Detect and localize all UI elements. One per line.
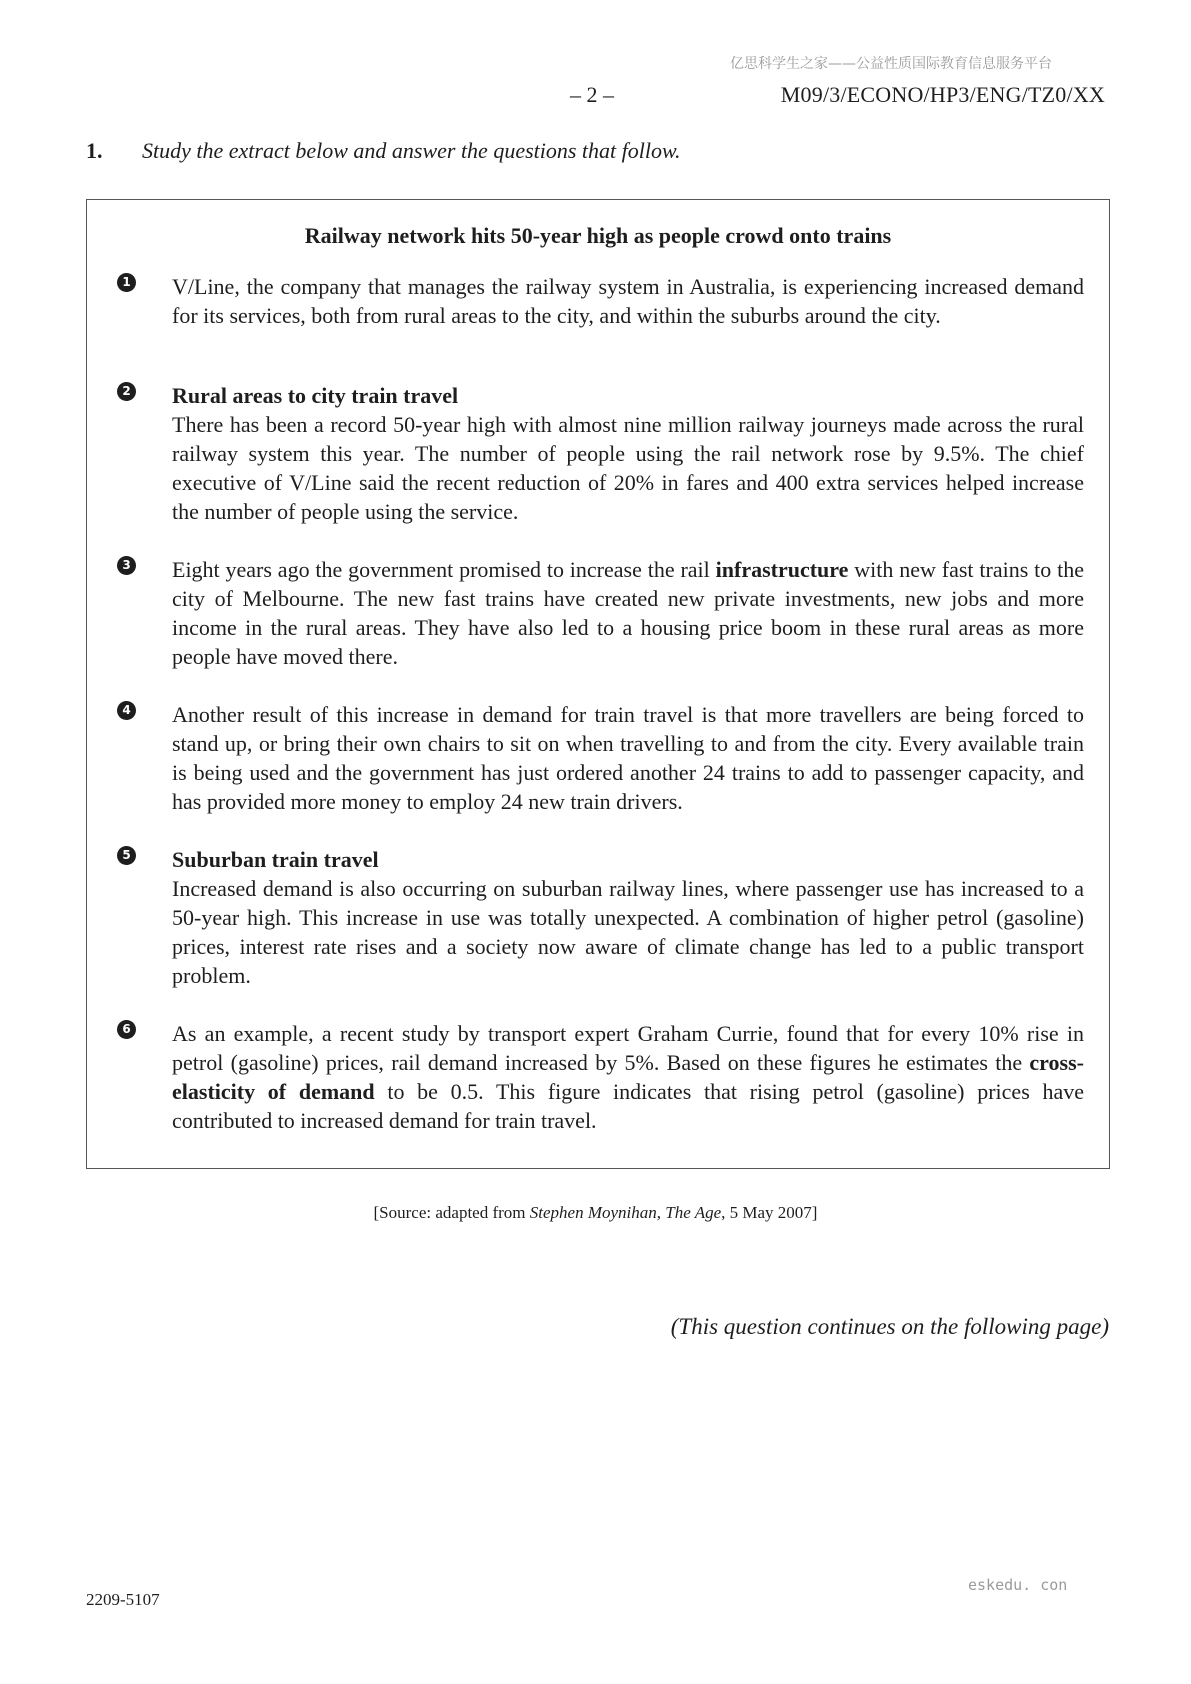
section-heading-rural: Rural areas to city train travel (172, 383, 459, 408)
paragraph-2-text: There has been a record 50-year high with almost nine million railway journeys made across the rural railway system this year. The number of people using the rail network rose by 9.5%. The chief executive of V/Line said the recent reduction of 20% in fares and 400 extra services helped increase the number of people using the service. (172, 412, 1084, 524)
footer-watermark: eskedu. con (968, 1576, 1068, 1594)
paragraph-3-body (172, 555, 1084, 671)
source-date: , 5 May 2007] (721, 1203, 818, 1222)
paragraph-marker-2: 2 (117, 382, 136, 401)
paragraph-6-text-before: As an example, a recent study by transport expert Graham Currie, found that for every 10% rise in petrol (gasoline) prices, rail demand increased by 5%. Based on these figures he estimates the (172, 1021, 1084, 1075)
paragraph-3-text-before: Eight years ago the government promised to increase the rail (172, 557, 716, 582)
continues-note: (This question continues on the following page) (670, 1314, 1109, 1339)
term-cross-elasticity: cross-elasticity of demand (172, 1050, 1084, 1104)
question-instruction: Study the extract below and answer the questions that follow. (142, 138, 681, 163)
paragraph-5-body (172, 845, 1084, 990)
paragraph-1-text: V/Line, the company that manages the railway system in Australia, is experiencing increased demand for its services, both from rural areas to the city, and within the suburbs around the city. (172, 274, 1084, 328)
paragraph-5-text: Increased demand is also occurring on suburban railway lines, where passenger use has increased to a 50-year high. This increase in use was totally unexpected. A combination of higher petrol (gasoline) prices, interest rate rises and a society now aware of climate change has led to a public transport problem. (172, 876, 1084, 988)
source-sep: , (656, 1203, 666, 1222)
paragraph-marker-1: 1 (117, 273, 136, 292)
paragraph-6-text-after: to be 0.5. This figure indicates that rising petrol (gasoline) prices have contributed to increased demand for train travel. (172, 1079, 1084, 1133)
paper-code: M09/3/ECONO/HP3/ENG/TZ0/XX (780, 82, 1105, 107)
paragraph-2-body (172, 381, 1084, 526)
extract-title: Railway network hits 50-year high as people crowd onto trains (304, 223, 892, 248)
page-number: – 2 – (570, 82, 614, 107)
header-watermark: 亿思科学生之家——公益性质国际教育信息服务平台 (730, 56, 1052, 72)
paragraph-3-text-after: with new fast trains to the city of Melbourne. The new fast trains have created new private investments, new jobs and more income in the rural areas. They have also led to a housing price boom in these rural areas as more people have moved there. (172, 557, 1084, 669)
extract-box (86, 199, 1110, 1169)
footer-code: 2209-5107 (86, 1590, 160, 1609)
paragraph-marker-3: 3 (117, 556, 136, 575)
paragraph-marker-4: 4 (117, 701, 136, 720)
paragraph-6-body (172, 1019, 1084, 1135)
paragraph-4-text: Another result of this increase in demand for train travel is that more travellers are being forced to stand up, or bring their own chairs to sit on when travelling to and from the city. Every available train is being used and the government has just ordered another 24 trains to add to passenger capacity, and has provided more money to employ 24 new train drivers. (172, 702, 1084, 814)
paragraph-marker-6: 6 (117, 1020, 136, 1039)
term-infrastructure: infrastructure (715, 557, 849, 582)
paragraph-marker-5: 5 (117, 846, 136, 865)
question-number: 1. (86, 138, 103, 163)
source-author: Stephen Moynihan (529, 1203, 657, 1222)
section-heading-suburban: Suburban train travel (172, 847, 379, 872)
source-publication: The Age (665, 1203, 722, 1222)
source-prefix: [Source: adapted from (373, 1203, 530, 1222)
source-citation (0, 1203, 1191, 1223)
